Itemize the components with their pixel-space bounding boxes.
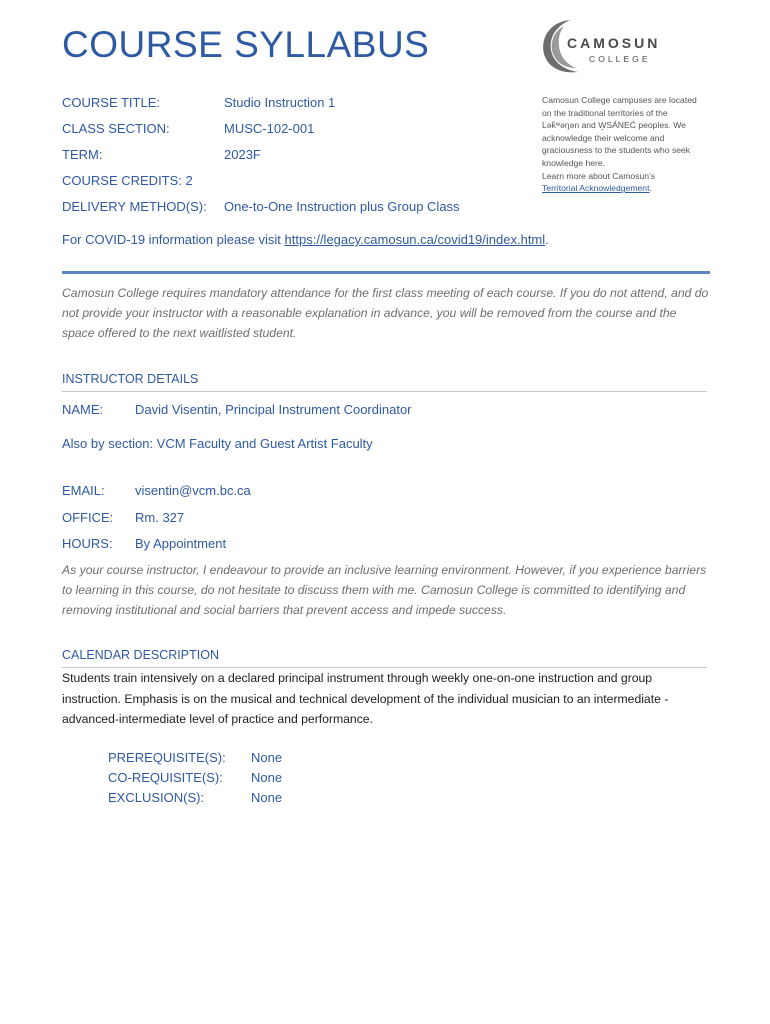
hours-label: HOURS: [62,536,113,551]
inclusion-note: As your course instructor, I endeavour to provide an inclusive learning environment. However, if you experience barriers to learning in this course, do not hesitate to discuss them with me. Camosun College is committed to identifying and removing institutional and social barriers that prevent access and impede success. [62,563,707,617]
also-by-section: Also by section: VCM Faculty and Guest Artist Faculty [62,436,373,451]
course-credits: COURSE CREDITS: 2 [62,173,193,188]
email-value[interactable]: visentin@vcm.bc.ca [135,483,251,498]
calendar-description-text: Students train intensively on a declared principal instrument through weekly one-on-one instruction and group instruction. Emphasis is on the musical and technical development of the individual musician to an intermediate - advanced-intermediate level of practice and performance. [62,671,669,726]
covid-info [62,232,549,247]
acknowledgement-learn-more: Learn more about Camosun’s [542,170,656,181]
office-label: OFFICE: [62,510,114,525]
page-title: COURSE SYLLABUS [62,24,430,65]
acknowledgement-link-end: . [649,183,652,194]
acknowledgement-text: Camosun College campuses are located on the traditional territories of the Lək̓ʷəŋən and W̱SÁNEĆ peoples. We acknowledge their welcome and graciousness to the students who seek knowledge here. [542,95,697,168]
covid-link[interactable]: https://legacy.camosun.ca/covid19/index.html [284,232,546,247]
exclusion-value: None [251,790,283,805]
email-label: EMAIL: [62,483,105,498]
prerequisite-label: PREREQUISITE(S): [108,750,226,765]
hours-value: By Appointment [135,536,227,551]
term-value: 2023F [224,147,261,162]
delivery-method-value: One-to-One Instruction plus Group Class [224,199,460,214]
course-title-value: Studio Instruction 1 [224,95,336,110]
calendar-description-heading: CALENDAR DESCRIPTION [62,648,219,662]
corequisite-label: CO-REQUISITE(S): [108,770,223,785]
logo-wordmark: CAMOSUN [567,35,661,51]
course-title-label: COURSE TITLE: [62,95,161,110]
territorial-acknowledgement [542,94,707,195]
covid-prefix: For COVID-19 information please visit [62,232,285,247]
logo-subtitle: COLLEGE [589,54,651,64]
header-divider [62,271,710,274]
covid-suffix: . [545,232,549,247]
class-section-label: CLASS SECTION: [62,121,170,136]
instructor-name-label: NAME: [62,402,104,417]
term-label: TERM: [62,147,103,162]
delivery-method-label: DELIVERY METHOD(S): [62,199,207,214]
corequisite-value: None [251,770,283,785]
instructor-details-heading: INSTRUCTOR DETAILS [62,372,199,386]
instructor-name-value: David Visentin, Principal Instrument Coordinator [135,402,412,417]
instructor-heading-rule [62,391,707,392]
exclusion-label: EXCLUSION(S): [108,790,205,805]
prerequisite-value: None [251,750,283,765]
attendance-note: Camosun College requires mandatory attendance for the first class meeting of each course. If you do not attend, and do not provide your instructor with a reasonable explanation in advance, you will be removed from the course and the space offered to the next waitlisted student. [62,286,709,340]
office-value: Rm. 327 [135,510,185,525]
territorial-acknowledgement-link[interactable]: Territorial Acknowledgement [542,183,650,194]
class-section-value: MUSC-102-001 [224,121,315,136]
